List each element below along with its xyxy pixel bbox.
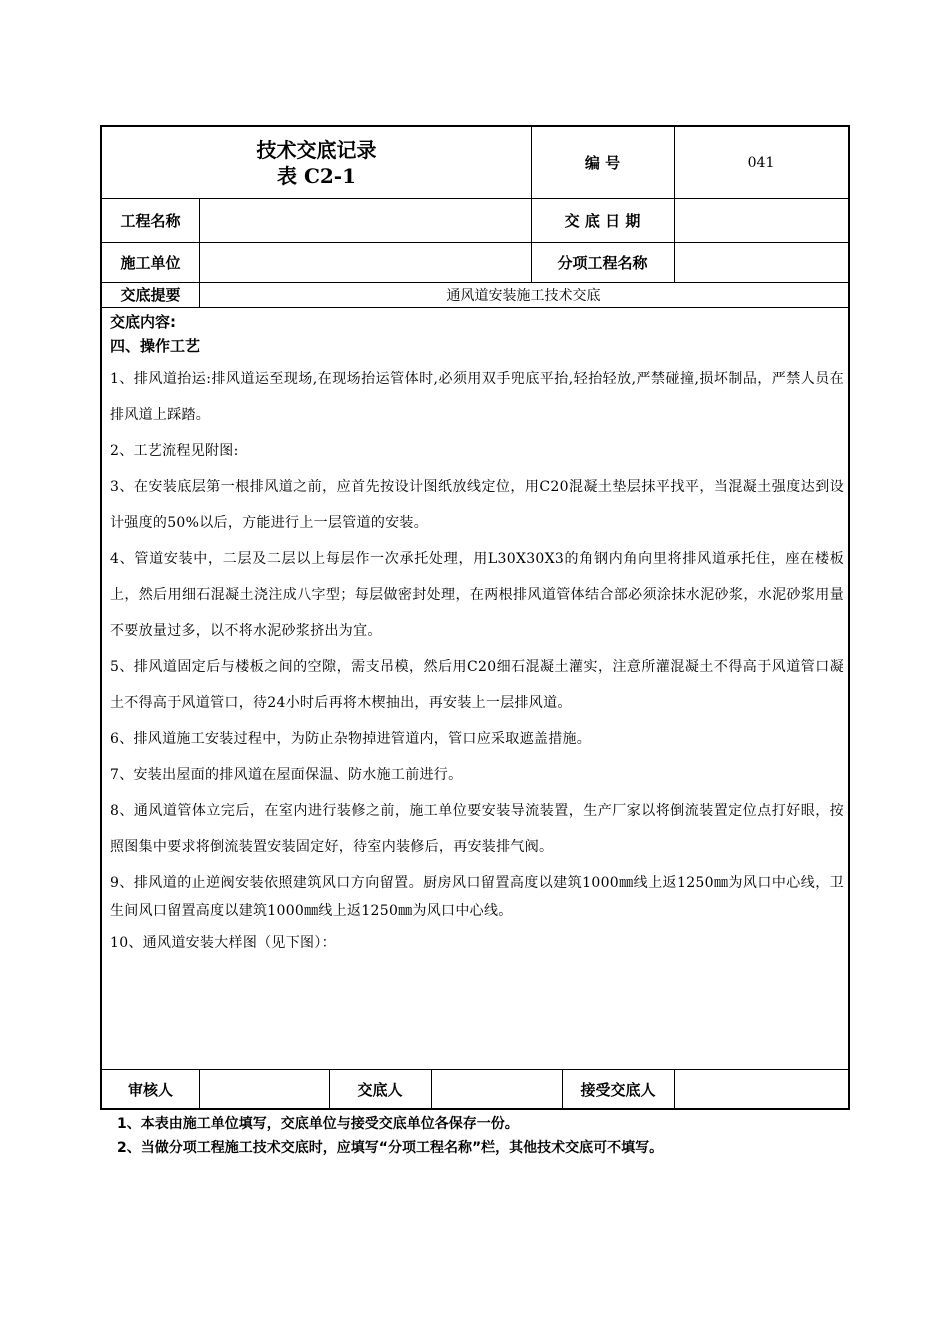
paragraph: 3、在安装底层第一根排风道之前，应首先按设计图纸放线定位，用C20混凝土垫层抹平找平，当混凝土强度达到设计强度的50%以后，方能进行上一层管道的安装。	[110, 479, 844, 531]
paragraph: 6、排风道施工安装过程中，为防止杂物掉进管道内，管口应采取遮盖措施。	[110, 731, 592, 747]
project-name-label: 工程名称	[120, 211, 181, 230]
form-title-block	[102, 127, 531, 198]
form-title: 技术交底记录	[256, 137, 377, 162]
paragraph: 10、通风道安装大样图（见下图）：	[110, 935, 336, 951]
disclosure-content	[110, 311, 844, 961]
content-label: 交底内容:	[110, 313, 176, 331]
form-code: 表 C2-1	[276, 163, 356, 188]
note-item: 1、本表由施工单位填写，交底单位与接受交底单位各保存一份。	[117, 1116, 519, 1132]
number-value: 041	[747, 154, 775, 171]
date-field[interactable]	[674, 198, 848, 242]
paragraph: 5、排风道固定后与楼板之间的空隙，需支吊模，然后用C20细石混凝土灌实，注意所灌混凝土不得高于风道管口凝土不得高于风道管口，待24小时后再将木楔抽出，再安装上一层排风道。	[110, 659, 844, 711]
number-label: 编 号	[584, 154, 621, 172]
summary-label: 交底提要	[120, 286, 181, 304]
paragraph: 9、排风道的止逆阀安装依照建筑风口方向留置。厨房风口留置高度以建筑1000㎜线上返1250㎜为风口中心线，卫生间风口留置高度以建筑1000㎜线上返1250㎜为风口中心线。	[110, 875, 844, 919]
form-notes	[117, 1112, 877, 1160]
subproject-name-field[interactable]	[674, 242, 848, 282]
subproject-name-label: 分项工程名称	[557, 253, 648, 272]
receiver-label: 接受交底人	[580, 1081, 656, 1099]
reviewer-label: 审核人	[127, 1081, 173, 1099]
construction-unit-label: 施工单位	[120, 253, 181, 272]
paragraph: 1、排风道抬运:排风道运至现场,在现场抬运管体时,必须用双手兜底平抬,轻抬轻放,严禁碰撞,损坏制品，严禁人员在排风道上踩踏。	[110, 371, 844, 423]
project-name-field[interactable]	[199, 198, 531, 242]
construction-unit-field[interactable]	[199, 242, 531, 282]
receiver-field[interactable]	[674, 1069, 848, 1110]
disclosure-record-table	[100, 125, 850, 1110]
paragraph: 8、通风道管体立完后，在室内进行装修之前，施工单位要安装导流装置，生产厂家以将倒流装置定位点打好眼，按照图集中要求将倒流装置安装固定好，待室内装修后，再安装排气阀。	[110, 803, 844, 855]
row-divider	[102, 307, 848, 308]
note-item: 2、当做分项工程施工技术交底时，应填写“分项工程名称”栏，其他技术交底可不填写。	[117, 1140, 664, 1156]
date-label: 交 底 日 期	[564, 211, 641, 230]
section-heading: 四、操作工艺	[110, 337, 201, 355]
discloser-label: 交底人	[357, 1081, 403, 1099]
paragraph: 4、管道安装中，二层及二层以上每层作一次承托处理，用L30X30X3的角钢内角向里将排风道承托住，座在楼板上，然后用细石混凝土浇注成八字型；每层做密封处理，在两根排风道管体结合部必须涂抹水泥砂浆，水泥砂浆用量不要放量过多，以不将水泥砂浆挤出为宜。	[110, 551, 844, 639]
paragraph: 2、工艺流程见附图:	[110, 443, 239, 459]
paragraph: 7、安装出屋面的排风道在屋面保温、防水施工前进行。	[110, 767, 463, 783]
discloser-field[interactable]	[431, 1069, 562, 1110]
summary-value: 通风道安装施工技术交底	[446, 287, 601, 304]
reviewer-field[interactable]	[199, 1069, 329, 1110]
